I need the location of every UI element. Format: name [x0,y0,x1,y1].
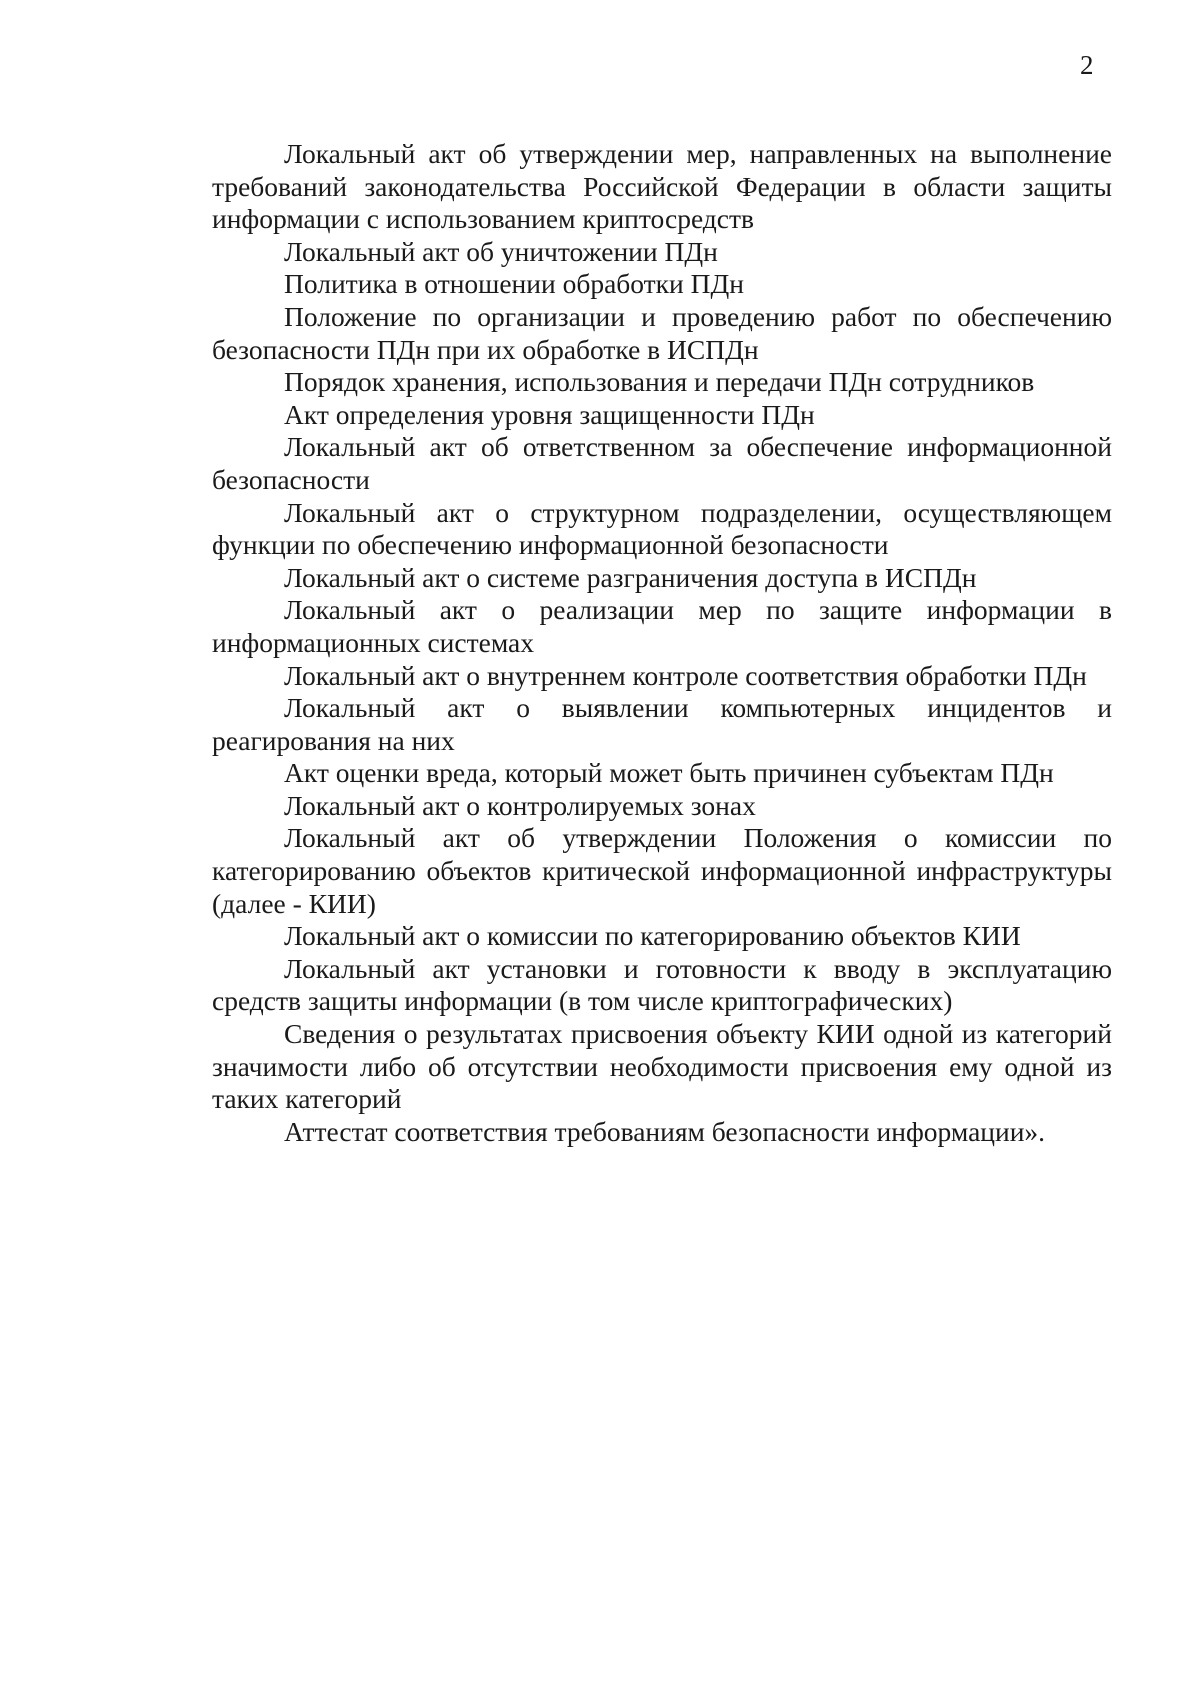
list-item: Аттестат соответствия требованиям безопасности информации». [284,1115,1046,1147]
page-number: 2 [1080,50,1094,80]
list-item: Политика в отношении обработки ПДн [284,268,744,300]
list-item: Локальный акт установки и готовности к вводу в эксплуатацию средств защиты информации (в том числе криптографических) [212,952,1112,1017]
list-item: Акт оценки вреда, который может быть причинен субъектам ПДн [284,757,1054,789]
list-item: Положение по организации и проведению работ по обеспечению безопасности ПДн при их обработке в ИСПДн [212,300,1112,365]
list-item: Сведения о результатах присвоения объекту КИИ одной из категорий значимости либо об отсутствии необходимости присвоения ему одной из таких категорий [212,1018,1112,1115]
document-body [212,138,1112,1148]
list-item: Локальный акт о контролируемых зонах [284,789,756,821]
list-item: Локальный акт об уничтожении ПДн [284,235,718,267]
list-item: Локальный акт о выявлении компьютерных инцидентов и реагирования на них [212,692,1112,756]
list-item: Акт определения уровня защищенности ПДн [284,398,815,430]
list-item: Локальный акт о структурном подразделении, осуществляющем функции по обеспечению информационной безопасности [212,496,1112,561]
list-item: Локальный акт об утверждении мер, направленных на выполнение требований законодательства Российской Федерации в области защиты информации с использованием криптосредств [212,138,1112,235]
list-item: Локальный акт об ответственном за обеспечение информационной безопасности [212,431,1112,495]
list-item: Локальный акт о системе разграничения доступа в ИСПДн [284,561,977,593]
list-item: Локальный акт о комиссии по категорированию объектов КИИ [284,920,1021,952]
list-item: Локальный акт о внутреннем контроле соответствия обработки ПДн [284,659,1087,691]
list-item: Порядок хранения, использования и передачи ПДн сотрудников [284,366,1035,398]
list-item: Локальный акт о реализации мер по защите информации в информационных системах [212,594,1112,658]
list-item: Локальный акт об утверждении Положения о комиссии по категорированию объектов критической информационной инфраструктуры (далее - КИИ) [212,822,1112,919]
